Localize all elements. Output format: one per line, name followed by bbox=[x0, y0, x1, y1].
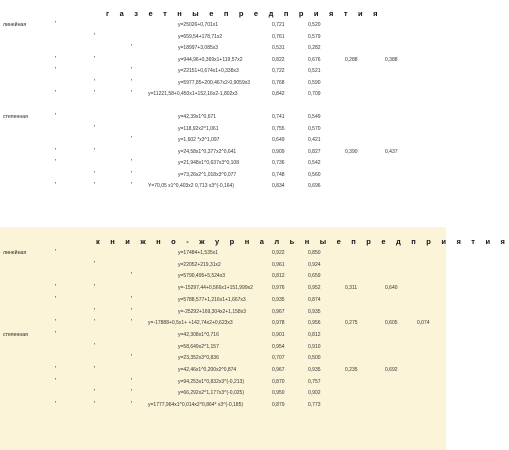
factor-mark-1: ' bbox=[55, 67, 57, 74]
value-col-1: 0,822 bbox=[272, 56, 285, 63]
factor-mark-2: ' bbox=[94, 307, 96, 315]
table-row bbox=[0, 112, 446, 122]
value-col-1: 0,834 bbox=[272, 183, 285, 189]
table-row bbox=[0, 248, 446, 258]
factor-mark-2: ' bbox=[94, 182, 96, 189]
table-row bbox=[0, 365, 446, 375]
row-label: линейная bbox=[3, 22, 27, 28]
value-col-2: 0,560 bbox=[308, 171, 321, 178]
table-row bbox=[0, 295, 446, 305]
regression-formula: y=17484+1,535x1 bbox=[178, 250, 219, 256]
value-col-1: 0,976 bbox=[272, 285, 285, 292]
table-row bbox=[0, 32, 446, 42]
regression-formula: y=21,948x1^0,637x3^0,108 bbox=[178, 160, 239, 166]
regression-formula: y=42,308x1^0,716 bbox=[178, 331, 219, 338]
value-col-1: 0,967 bbox=[272, 367, 285, 373]
value-col-3: 0,288 bbox=[345, 56, 358, 63]
value-col-1: 0,812 bbox=[272, 273, 285, 280]
value-col-2: 0,902 bbox=[308, 390, 321, 397]
table-row bbox=[0, 158, 446, 168]
factor-mark-2: ' bbox=[94, 366, 96, 373]
value-col-1: 0,950 bbox=[272, 390, 285, 397]
regression-formula: y=66,292x2^1,177x3^(-0,025) bbox=[178, 390, 244, 397]
value-col-2: 0,812 bbox=[308, 331, 321, 338]
factor-mark-2: ' bbox=[94, 170, 96, 178]
value-col-2: 0,827 bbox=[308, 148, 321, 155]
value-col-2: 0,659 bbox=[308, 273, 321, 280]
factor-mark-1: ' bbox=[55, 90, 57, 97]
value-col-1: 0,870 bbox=[272, 378, 285, 385]
table-row bbox=[0, 353, 446, 363]
regression-formula: y=5977,85+200,467x2-0,9059x3 bbox=[178, 79, 251, 86]
value-col-1: 0,707 bbox=[272, 355, 285, 362]
value-col-4: 0,605 bbox=[385, 320, 398, 327]
factor-mark-3: ' bbox=[131, 295, 133, 303]
value-col-2: 0,935 bbox=[308, 308, 321, 315]
table-row bbox=[0, 20, 446, 30]
factor-mark-3: ' bbox=[131, 307, 133, 315]
factor-mark-1: ' bbox=[55, 113, 57, 120]
factor-mark-2: ' bbox=[94, 147, 96, 155]
value-col-2: 0,696 bbox=[308, 183, 321, 189]
table-row bbox=[0, 330, 446, 340]
value-col-4: 0,692 bbox=[385, 367, 398, 373]
factor-mark-2: ' bbox=[94, 319, 96, 327]
factor-mark-3: ' bbox=[131, 67, 133, 74]
table-row bbox=[0, 43, 446, 53]
table-row bbox=[0, 124, 446, 134]
value-col-2: 0,874 bbox=[308, 296, 321, 303]
factor-mark-2: ' bbox=[94, 389, 96, 397]
factor-mark-2: ' bbox=[94, 401, 96, 409]
table-row bbox=[0, 78, 446, 88]
value-col-3: 0,390 bbox=[345, 148, 358, 155]
table-row bbox=[0, 181, 446, 191]
factor-mark-3: ' bbox=[131, 182, 133, 189]
value-col-1: 0,879 bbox=[272, 402, 285, 409]
value-col-1: 0,768 bbox=[272, 79, 285, 86]
factor-mark-2: ' bbox=[94, 124, 96, 132]
regression-formula: y=-17888+0,5x1+ +142,74x2+0,623x3 bbox=[148, 320, 233, 327]
section-title-book-magazine: к н и ж н о - ж у р н а л ь н ы е п р е д п р и я т и я bbox=[96, 237, 509, 246]
factor-mark-3: ' bbox=[131, 136, 133, 143]
table-row bbox=[0, 55, 446, 65]
value-col-2: 0,579 bbox=[308, 33, 321, 40]
section-title-newspaper: г а з е т н ы е п р е д п р и я т и я bbox=[106, 9, 382, 18]
regression-formula: y=659,54+178,71x2 bbox=[178, 33, 223, 40]
regression-formula: y=23,352x3^0,836 bbox=[178, 355, 219, 362]
table-row bbox=[0, 66, 446, 76]
value-col-2: 0,549 bbox=[308, 114, 321, 120]
regression-formula: y=22052+219,31x2 bbox=[178, 261, 221, 268]
factor-mark-3: ' bbox=[131, 354, 133, 362]
value-col-1: 0,531 bbox=[272, 45, 285, 51]
value-col-2: 0,520 bbox=[308, 22, 321, 28]
factor-mark-1: ' bbox=[55, 21, 57, 28]
factor-mark-3: ' bbox=[131, 78, 133, 86]
value-col-3: 0,311 bbox=[345, 285, 358, 292]
value-col-2: 0,570 bbox=[308, 125, 321, 132]
value-col-3: 0,275 bbox=[345, 320, 358, 327]
regression-formula: y=118,92x2^1,061 bbox=[178, 125, 219, 132]
factor-mark-3: ' bbox=[131, 272, 133, 280]
row-label: степенная bbox=[3, 114, 28, 120]
regression-formula: y=5788,577+1,216x1+1,667x3 bbox=[178, 296, 246, 303]
value-col-2: 0,421 bbox=[308, 137, 321, 143]
value-col-2: 0,910 bbox=[308, 343, 321, 350]
factor-mark-2: ' bbox=[94, 32, 96, 40]
factor-mark-1: ' bbox=[55, 284, 57, 292]
value-col-1: 0,901 bbox=[272, 331, 285, 338]
value-col-1: 0,967 bbox=[272, 308, 285, 315]
value-col-2: 0,282 bbox=[308, 45, 321, 51]
factor-mark-1: ' bbox=[55, 366, 57, 373]
value-col-2: 0,542 bbox=[308, 160, 321, 166]
value-col-1: 0,922 bbox=[272, 250, 285, 256]
factor-mark-1: ' bbox=[55, 182, 57, 189]
table-row bbox=[0, 101, 446, 111]
factor-mark-2: ' bbox=[94, 78, 96, 86]
value-col-1: 0,961 bbox=[272, 261, 285, 268]
regression-formula: y=944,96+0,369x1+119,57x2 bbox=[178, 56, 243, 63]
value-col-2: 0,521 bbox=[308, 68, 321, 74]
table-row bbox=[0, 147, 446, 157]
value-col-1: 0,721 bbox=[272, 22, 285, 28]
factor-mark-3: ' bbox=[131, 170, 133, 178]
factor-mark-3: ' bbox=[131, 377, 133, 385]
table-row bbox=[0, 89, 446, 99]
factor-mark-1: ' bbox=[55, 319, 57, 327]
factor-mark-3: ' bbox=[131, 44, 133, 51]
regression-formula: y=58,649x2^1,157 bbox=[178, 343, 219, 350]
regression-formula: y=73,26x2^1,018x3^0,077 bbox=[178, 171, 237, 178]
factor-mark-1: ' bbox=[55, 330, 57, 338]
value-col-2: 0,590 bbox=[308, 79, 321, 86]
value-col-4: 0,388 bbox=[385, 56, 398, 63]
value-col-2: 0,500 bbox=[308, 355, 321, 362]
regression-formula: y=-25292+169,304x2+1,158x3 bbox=[178, 308, 246, 315]
value-col-2: 0,709 bbox=[308, 91, 321, 97]
regression-formula: y=1,602 *x3^1,097 bbox=[178, 137, 220, 143]
table-row bbox=[0, 170, 446, 180]
value-col-1: 0,909 bbox=[272, 148, 285, 155]
value-col-1: 0,748 bbox=[272, 171, 285, 178]
table-row bbox=[0, 307, 446, 317]
factor-mark-3: ' bbox=[131, 159, 133, 166]
value-col-1: 0,842 bbox=[272, 91, 285, 97]
table-row bbox=[0, 342, 446, 352]
value-col-3: 0,235 bbox=[345, 367, 358, 373]
value-col-5: 0,074 bbox=[417, 320, 430, 327]
table-row bbox=[0, 377, 446, 387]
table-row bbox=[0, 318, 446, 328]
value-col-4: 0,640 bbox=[385, 285, 398, 292]
factor-mark-2: ' bbox=[94, 342, 96, 350]
factor-mark-1: ' bbox=[55, 159, 57, 166]
value-col-1: 0,755 bbox=[272, 125, 285, 132]
factor-mark-1: ' bbox=[55, 401, 57, 409]
factor-mark-3: ' bbox=[131, 90, 133, 97]
value-col-1: 0,954 bbox=[272, 343, 285, 350]
regression-formula: y=-15297,44+0,566x1+151,999x2 bbox=[178, 285, 253, 292]
value-col-2: 0,924 bbox=[308, 261, 321, 268]
regression-formula: y=42,46x1^0,200x2^0,874 bbox=[178, 367, 237, 373]
value-col-4: 0,437 bbox=[385, 148, 398, 155]
regression-formula: y=22151+0,674x1+0,338x3 bbox=[178, 68, 239, 74]
factor-mark-1: ' bbox=[55, 295, 57, 303]
value-col-1: 0,649 bbox=[272, 137, 285, 143]
factor-mark-3: ' bbox=[131, 401, 133, 409]
value-col-2: 0,850 bbox=[308, 250, 321, 256]
factor-mark-2: ' bbox=[94, 260, 96, 268]
factor-mark-1: ' bbox=[55, 55, 57, 63]
regression-formula: y=24,58x1^0,377x2^0,641 bbox=[178, 148, 237, 155]
factor-mark-2: ' bbox=[94, 55, 96, 63]
value-col-1: 0,978 bbox=[272, 320, 285, 327]
value-col-2: 0,956 bbox=[308, 320, 321, 327]
factor-mark-1: ' bbox=[55, 147, 57, 155]
regression-formula: y=94,253x1^0,832x3^(-0,213) bbox=[178, 378, 244, 385]
row-label: степенная bbox=[3, 331, 28, 338]
table-row bbox=[0, 388, 446, 398]
value-col-1: 0,741 bbox=[272, 114, 285, 120]
factor-mark-1: ' bbox=[55, 249, 57, 256]
value-col-2: 0,952 bbox=[308, 285, 321, 292]
table-row bbox=[0, 271, 446, 281]
factor-mark-3: ' bbox=[131, 389, 133, 397]
value-col-1: 0,761 bbox=[272, 33, 285, 40]
factor-mark-2: ' bbox=[94, 90, 96, 97]
regression-formula: y=25026+0,701x1 bbox=[178, 22, 219, 28]
regression-formula: y=5790,495+5,524x3 bbox=[178, 273, 225, 280]
value-col-2: 0,935 bbox=[308, 367, 321, 373]
row-label: линейная bbox=[3, 250, 27, 256]
regression-formula: Y=70,05 x1^0,403x2 0,713 x3^(-0,164) bbox=[148, 183, 235, 189]
factor-mark-3: ' bbox=[131, 319, 133, 327]
value-col-2: 0,757 bbox=[308, 378, 321, 385]
table-row bbox=[0, 260, 446, 270]
regression-formula: y=18997+3,085x3 bbox=[178, 45, 219, 51]
table-row bbox=[0, 135, 446, 145]
table-row bbox=[0, 400, 446, 410]
table-row bbox=[0, 283, 446, 293]
regression-formula: y=42,39x1^0,671 bbox=[178, 114, 217, 120]
factor-mark-1: ' bbox=[55, 377, 57, 385]
regression-formula: y=1777,964x1^0,014x2^0,864* x3^(-0,185) bbox=[148, 402, 244, 409]
value-col-2: 0,773 bbox=[308, 402, 321, 409]
value-col-1: 0,722 bbox=[272, 68, 285, 74]
regression-formula: y=11221,58+0,450x1+152,16x2-1,802x3 bbox=[148, 91, 238, 97]
factor-mark-2: ' bbox=[94, 284, 96, 292]
value-col-2: 0,676 bbox=[308, 56, 321, 63]
value-col-1: 0,935 bbox=[272, 296, 285, 303]
value-col-1: 0,736 bbox=[272, 160, 285, 166]
